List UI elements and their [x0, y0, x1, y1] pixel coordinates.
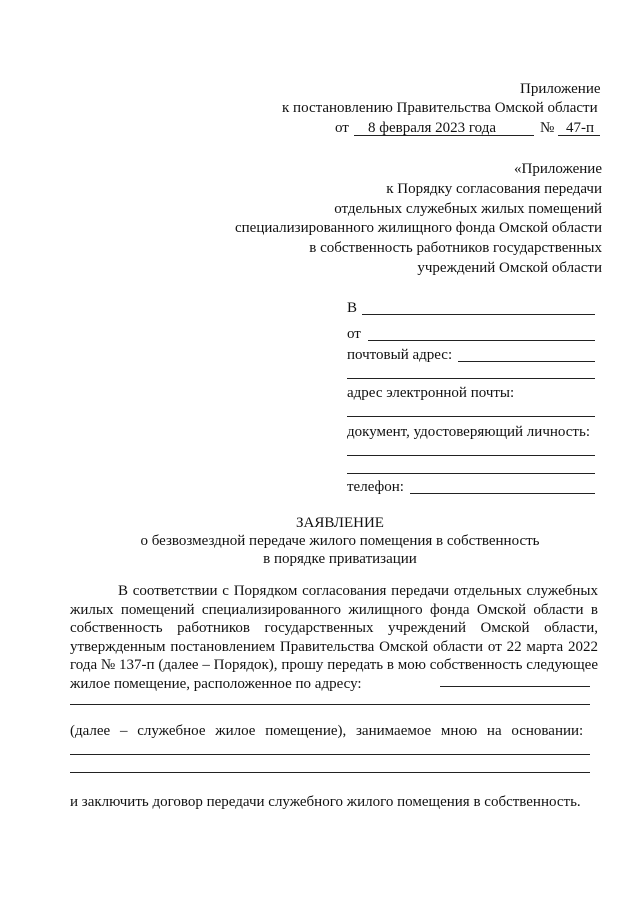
body-paragraph-1-text: В соответствии с Порядком согласования передачи отдельных служебных жилых помещений специализированного жилищного фонда Омской области в собственность работников государственных учреждений Омской области, утвержденным постановлением Правительства Омской области от 22 марта 2022 года № 137-п (далее – Порядок), прошу передать в мою собственность следующее жилое помещение, расположенное по адресу: [70, 583, 598, 692]
basis-field[interactable] [70, 754, 590, 755]
addressee-postal-field-2[interactable] [347, 378, 595, 379]
body-paragraph-1 [70, 582, 598, 693]
appendix-line-3: отдельных служебных жилых помещений [334, 201, 602, 217]
addressee-id-doc-field-2[interactable] [347, 473, 595, 474]
addressee-id-doc-field[interactable] [347, 455, 595, 456]
addressee-to-label: В [347, 300, 358, 316]
addressee-id-doc-label: документ, удостоверяющий личность: [347, 424, 590, 440]
appendix-line-2: к Порядку согласования передачи [386, 181, 602, 197]
body-paragraph-2: (далее – служебное жилое помещение), занимаемое мною на основании: [70, 723, 584, 739]
addressee-phone-field[interactable] [410, 493, 595, 494]
header-number: 47-п [566, 120, 595, 136]
appendix-line-6: учреждений Омской области [417, 260, 602, 276]
header-to-decree: к постановлению Правительства Омской области [282, 100, 598, 116]
addressee-email-label: адрес электронной почты: [347, 385, 515, 401]
basis-field-2[interactable] [70, 772, 590, 773]
appendix-line-4: специализированного жилищного фонда Омской области [234, 220, 602, 236]
addressee-from-label: от [347, 326, 361, 342]
addressee-from-field[interactable] [368, 340, 595, 341]
appendix-line-5: в собственность работников государственных [309, 240, 602, 256]
header-date: 8 февраля 2023 года [368, 120, 497, 136]
addressee-postal-field[interactable] [458, 361, 595, 362]
statement-title: ЗАЯВЛЕНИЕ [296, 515, 384, 531]
header-title: Приложение [520, 81, 601, 97]
addressee-email-field[interactable] [347, 416, 595, 417]
statement-subtitle-2: в порядке приватизации [263, 551, 417, 567]
header-from-label: от [335, 120, 349, 136]
address-field-2[interactable] [70, 704, 590, 705]
addressee-to-field[interactable] [362, 314, 595, 315]
appendix-line-1: «Приложение [513, 161, 602, 177]
addressee-phone-label: телефон: [347, 479, 404, 495]
body-paragraph-3: и заключить договор передачи служебного жилого помещения в собственность. [70, 794, 581, 810]
address-field[interactable] [440, 686, 590, 687]
header-date-underline [354, 135, 534, 136]
statement-subtitle-1: о безвозмездной передаче жилого помещения в собственность [140, 533, 540, 549]
header-number-underline [558, 135, 600, 136]
addressee-postal-label: почтовый адрес: [347, 347, 453, 363]
header-number-label: № [540, 120, 555, 136]
